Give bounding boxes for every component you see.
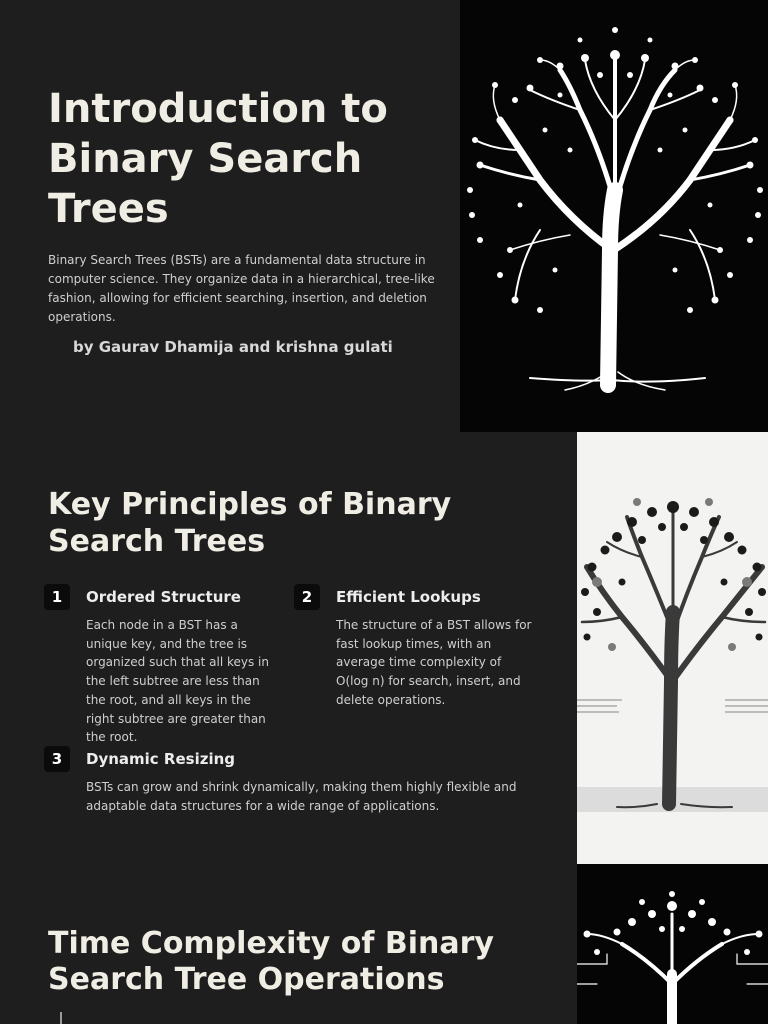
principle-heading: Ordered Structure	[86, 588, 241, 606]
intro-authors: by Gaurav Dhamija and krishna gulati	[73, 338, 393, 356]
slide-key-principles	[0, 432, 768, 864]
number-badge: 3	[44, 746, 70, 772]
principle-item	[44, 584, 274, 744]
complexity-title: Time Complexity of Binary Search Tree Operations	[48, 926, 494, 997]
tree-illustration-gray	[577, 432, 768, 864]
number-badge: 2	[294, 584, 320, 610]
slide-intro	[0, 0, 768, 432]
slide-time-complexity	[0, 864, 768, 1024]
principle-heading: Efficient Lookups	[336, 588, 481, 606]
principle-item	[44, 746, 544, 816]
intro-description: Binary Search Trees (BSTs) are a fundamental data structure in computer science. They organize data in a hierarchical, tree-like fashion, allowing for efficient searching, insertion, and deletion operations.	[48, 253, 435, 324]
timeline-marker	[60, 1012, 62, 1024]
principle-body: The structure of a BST allows for fast lookup times, with an average time complexity of O(log n) for search, insert, and delete operations.	[336, 618, 532, 707]
principle-body: Each node in a BST has a unique key, and the tree is organized such that all keys in the left subtree are less than the root, and all keys in the right subtree are greater than the root.	[86, 618, 269, 745]
tree-circuit-graphic	[577, 864, 768, 1024]
number-badge: 1	[44, 584, 70, 610]
principle-body: BSTs can grow and shrink dynamically, making them highly flexible and adaptable data structures for a wide range of applications.	[86, 780, 517, 813]
principles-title: Key Principles of Binary Search Trees	[48, 487, 452, 559]
principle-heading: Dynamic Resizing	[86, 750, 235, 768]
intro-title: Introduction to Binary Search Trees	[48, 86, 388, 232]
tree-white-graphic	[460, 0, 768, 432]
tree-illustration-white	[460, 0, 768, 432]
principle-item	[294, 584, 544, 714]
tree-illustration-circuit	[577, 864, 768, 1024]
tree-gray-graphic	[577, 432, 768, 864]
